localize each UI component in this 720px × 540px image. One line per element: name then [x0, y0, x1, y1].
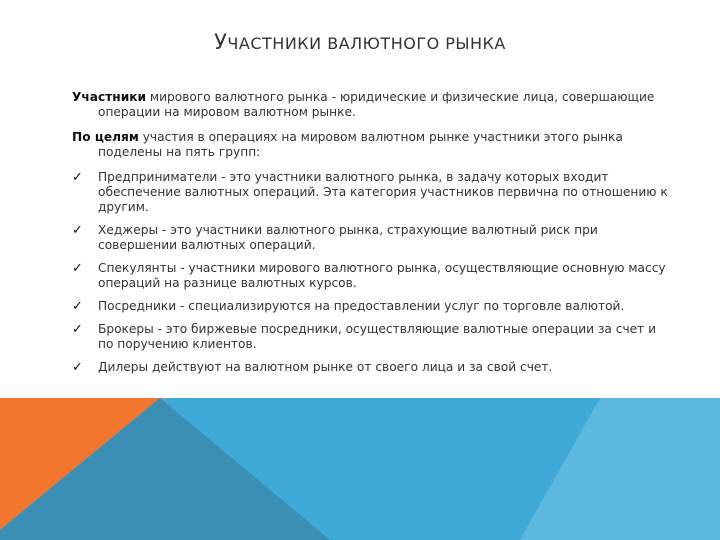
list-item-text: Предприниматели - это участники валютного рынка, в задачу которых входит обеспечение валютных операций. Эта категория участников первична по отношению к другим.: [98, 170, 668, 214]
list-item: [72, 360, 672, 375]
list-item: [72, 170, 672, 215]
list-item-text: Брокеры - это биржевые посредники, осуществляющие валютные операции за счет и по поручению клиентов.: [98, 322, 657, 351]
list-item: [72, 223, 672, 253]
list-item-text: Спекулянты - участники мирового валютного рынка, осуществляющие основную массу операций на разнице валютных курсов.: [98, 261, 666, 290]
checkmark-icon: ✓: [72, 223, 83, 238]
checkmark-icon: ✓: [72, 322, 83, 337]
checkmark-icon: ✓: [72, 261, 83, 276]
goals-key: По целям: [72, 130, 139, 144]
checkmark-icon: ✓: [72, 299, 83, 314]
list-item-text: Посредники - специализируются на предоставлении услуг по торговле валютой.: [98, 299, 625, 313]
list-item-text: Хеджеры - это участники валютного рынка, страхующие валютный риск при совершении валютных операций.: [98, 223, 598, 252]
goals-paragraph: [72, 130, 672, 160]
checkmark-icon: ✓: [72, 170, 83, 185]
checkmark-icon: ✓: [72, 360, 83, 375]
slide-content: [72, 90, 672, 383]
list-item: [72, 261, 672, 291]
goals-text: участия в операциях на мировом валютном рынке участники этого рынка: [138, 130, 623, 144]
participants-list: [72, 170, 672, 375]
list-item-text: Дилеры действуют на валютном рынке от своего лица и за свой счет.: [98, 360, 553, 374]
intro-key: Участники: [72, 90, 147, 104]
intro-text: мирового валютного рынка - юридические и физические лица, совершающие: [146, 90, 655, 104]
decorative-background-band: [0, 398, 720, 540]
intro-paragraph: [72, 90, 672, 120]
list-item: [72, 299, 672, 314]
goals-continuation: поделены на пять групп:: [98, 145, 261, 159]
title-first-letter: У: [214, 30, 228, 54]
intro-continuation: операции на мировом валютном рынке.: [98, 105, 356, 119]
slide-title: [0, 30, 720, 54]
list-item: [72, 322, 672, 352]
title-rest: ЧАСТНИКИ ВАЛЮТНОГО РЫНКА: [227, 34, 506, 53]
